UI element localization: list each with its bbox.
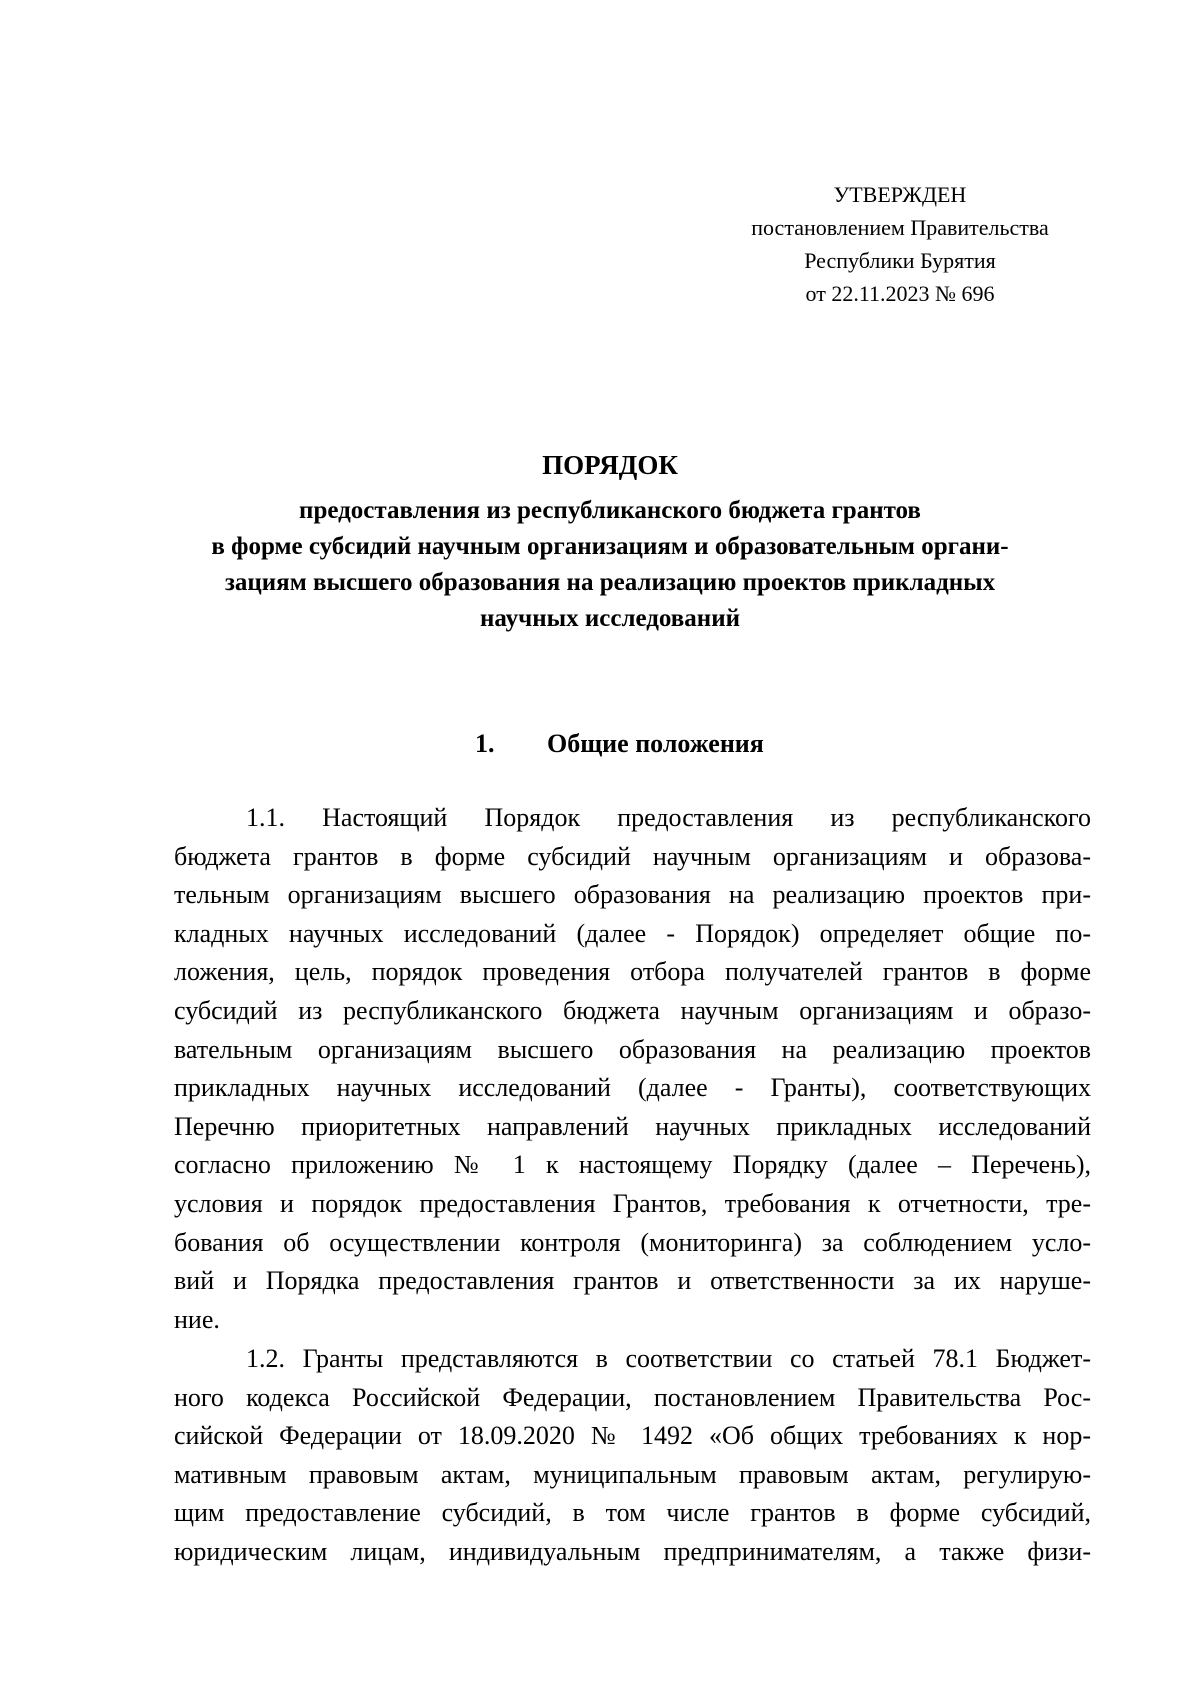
section-number: 1. — [475, 729, 495, 758]
text-line: бюджета грантов в форме субсидий научным организациям и образова- — [174, 841, 1091, 871]
approval-stamp — [700, 178, 1100, 310]
text-line: 1.1. Настоящий Порядок предоставления из республиканского — [246, 803, 1091, 832]
paragraph-1-1 — [174, 799, 1091, 1339]
text-line: щим предоставление субсидий, в том числе грантов в форме субсидий, — [174, 1498, 1091, 1528]
approval-region: Республики Бурятия — [804, 248, 996, 273]
document-title-main: ПОРЯДОК — [542, 450, 678, 480]
text-line: Перечню приоритетных направлений научных прикладных исследований — [174, 1111, 1091, 1141]
text-line: кладных научных исследований (далее - Порядок) определяет общие по- — [174, 918, 1091, 948]
document-title — [150, 447, 1070, 637]
text-line: прикладных научных исследований (далее - Гранты), соответствующих — [174, 1073, 1091, 1103]
text-line: бования об осуществлении контроля (мониторинга) за соблюдением усло- — [174, 1227, 1091, 1257]
text-line: субсидий из республиканского бюджета научным организациям и образо- — [174, 995, 1091, 1025]
document-title-line: в форме субсидий научным организациям и образовательным органи- — [211, 533, 1009, 560]
text-line: вий и Порядка предоставления грантов и ответственности за их наруше- — [174, 1266, 1091, 1296]
document-title-line: предоставления из республиканского бюджета грантов — [299, 497, 921, 524]
text-line: вательным организациям высшего образования на реализацию проектов — [174, 1034, 1091, 1064]
paragraph-1-2 — [174, 1340, 1091, 1572]
text-line: юридическим лицам, индивидуальным предпринимателям, а также физи- — [174, 1536, 1091, 1566]
text-line: согласно приложению № 1 к настоящему Порядку (далее – Перечень), — [174, 1150, 1091, 1180]
approval-authority: постановлением Правительства — [751, 215, 1049, 240]
text-line: ние. — [174, 1304, 220, 1334]
approval-date-number: от 22.11.2023 № 696 — [805, 281, 995, 306]
text-line: условия и порядок предоставления Грантов, требования к отчетности, тре- — [174, 1188, 1091, 1218]
section-heading — [475, 727, 764, 761]
text-line: мативным правовым актам, муниципальным правовым актам, регулирую- — [174, 1459, 1091, 1489]
text-line: тельным организациям высшего образования на реализацию проектов при- — [174, 880, 1091, 910]
text-line: ложения, цель, порядок проведения отбора получателей грантов в форме — [174, 957, 1091, 987]
document-title-line: научных исследований — [479, 605, 741, 632]
section-title: Общие положения — [547, 729, 764, 758]
document-title-line: зациям высшего образования на реализацию проектов прикладных — [224, 569, 996, 596]
approval-status: УТВЕРЖДЕН — [833, 182, 967, 207]
text-line: ного кодекса Российской Федерации, постановлением Правительства Рос- — [174, 1382, 1091, 1412]
text-line: 1.2. Гранты представляются в соответствии со статьей 78.1 Бюджет- — [246, 1344, 1091, 1373]
text-line: сийской Федерации от 18.09.2020 № 1492 «Об общих требованиях к нор- — [174, 1421, 1091, 1451]
